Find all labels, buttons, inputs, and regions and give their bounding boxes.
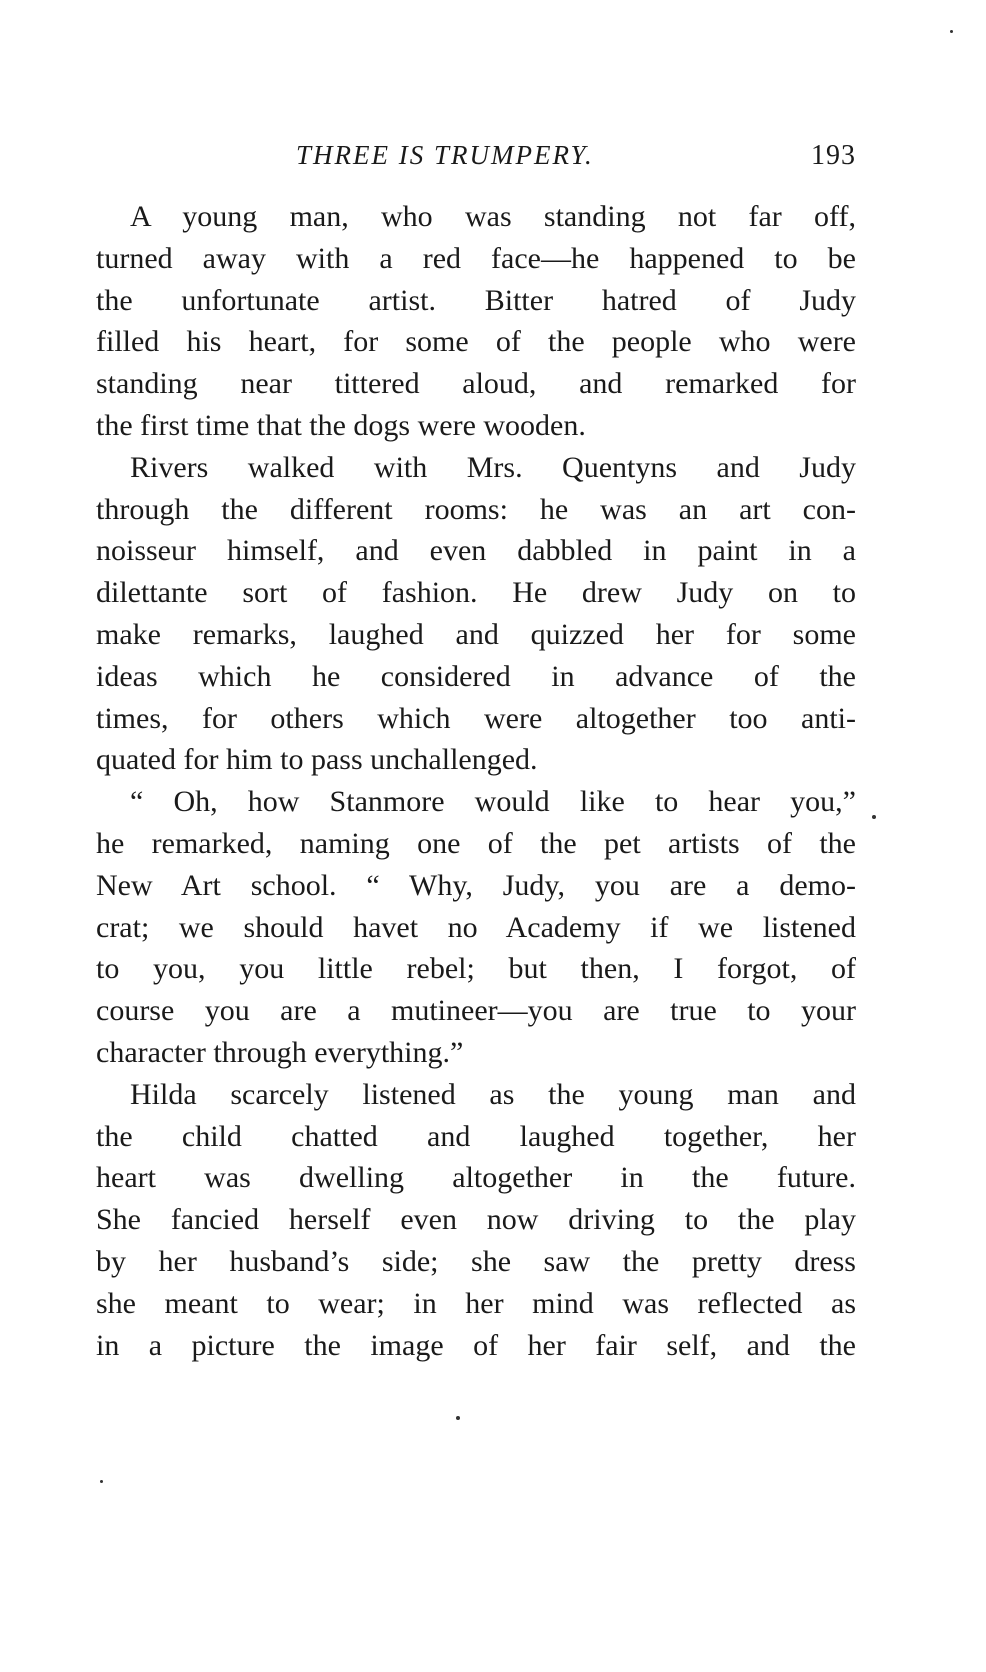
text-line: standing near tittered aloud, and remarked for xyxy=(96,367,856,401)
text-line: to you, you little rebel; but then, I forgot, of xyxy=(96,952,856,986)
ink-speck xyxy=(872,815,876,819)
text-line: A young man, who was standing not far off, xyxy=(130,200,856,233)
text-line: Rivers walked with Mrs. Quentyns and Judy xyxy=(130,450,856,484)
text-line: times, for others which were altogether too anti- xyxy=(96,701,856,735)
running-head xyxy=(96,140,856,180)
running-title: THREE IS TRUMPERY. xyxy=(296,140,594,170)
page-number: 193 xyxy=(811,140,856,171)
text-line: through the different rooms: he was an art con- xyxy=(96,492,856,526)
text-line: turned away with a red face—he happened to be xyxy=(96,241,856,275)
text-line: in a picture the image of her fair self, and the xyxy=(96,1328,856,1362)
text-line: the child chatted and laughed together, her xyxy=(96,1119,856,1153)
text-line: quated for him to pass unchallenged. xyxy=(96,743,538,777)
text-line: Hilda scarcely listened as the young man and xyxy=(130,1077,856,1111)
text-line: “ Oh, how Stanmore would like to hear you,” xyxy=(130,785,856,819)
text-line: course you are a mutineer—you are true to your xyxy=(96,994,856,1028)
text-line: he remarked, naming one of the pet artists of the xyxy=(96,826,856,860)
text-line: New Art school. “ Why, Judy, you are a demo- xyxy=(96,868,856,902)
text-line: by her husband’s side; she saw the pretty dress xyxy=(96,1244,856,1278)
text-line: the first time that the dogs were wooden. xyxy=(96,408,586,442)
text-line: She fancied herself even now driving to the play xyxy=(96,1203,856,1237)
text-line: noisseur himself, and even dabbled in paint in a xyxy=(96,534,856,568)
text-line: filled his heart, for some of the people who were xyxy=(96,325,856,359)
text-line: character through everything.” xyxy=(96,1035,464,1069)
text-line: crat; we should havet no Academy if we listened xyxy=(96,910,856,944)
text-line: she meant to wear; in her mind was reflected as xyxy=(96,1286,856,1320)
ink-speck xyxy=(100,1480,103,1483)
body-text xyxy=(96,196,856,1366)
text-line: dilettante sort of fashion. He drew Judy on to xyxy=(96,576,856,610)
ink-speck xyxy=(950,30,953,33)
text-line: ideas which he considered in advance of the xyxy=(96,659,856,693)
text-line: heart was dwelling altogether in the future. xyxy=(96,1161,856,1195)
text-line: the unfortunate artist. Bitter hatred of Judy xyxy=(96,283,856,317)
text-line: make remarks, laughed and quizzed her for some xyxy=(96,617,856,651)
ink-speck xyxy=(456,1416,460,1420)
